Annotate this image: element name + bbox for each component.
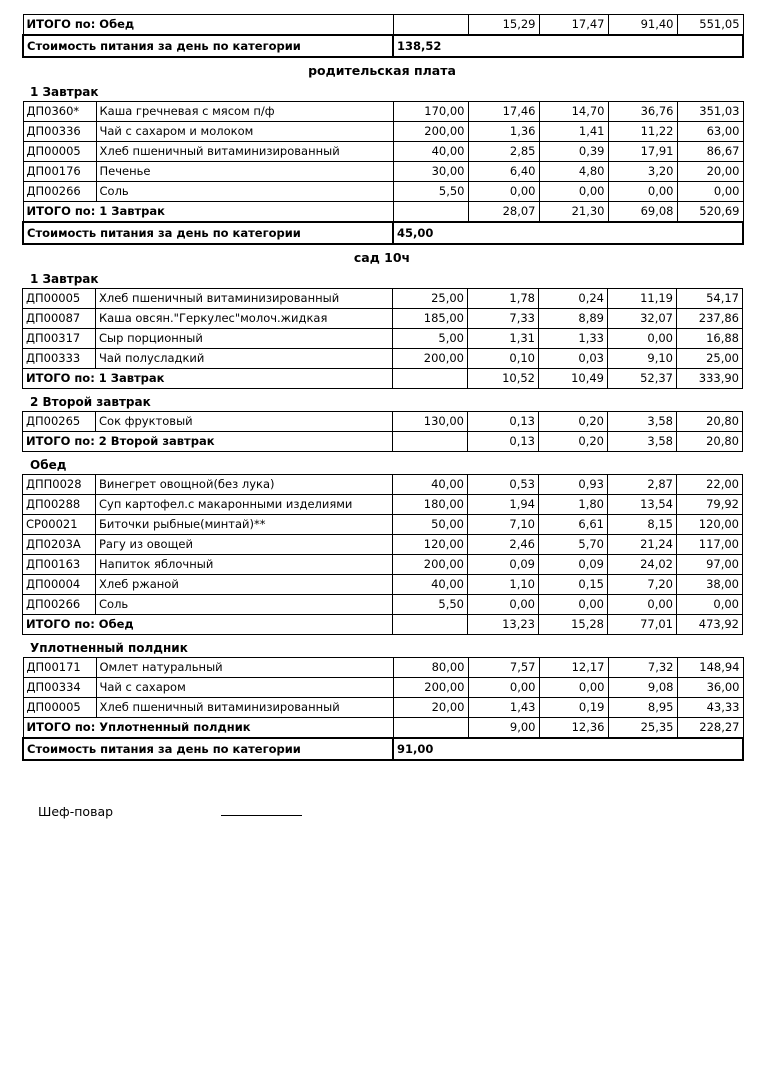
item-value: 20,00 (677, 162, 743, 182)
item-name: Чай с сахаром (96, 678, 393, 698)
total-value: 9,00 (468, 718, 539, 739)
item-value: 25,00 (677, 349, 743, 369)
item-name: Винегрет овощной(без лука) (96, 475, 393, 495)
item-code: ДП00288 (23, 495, 96, 515)
item-qty: 25,00 (393, 289, 468, 309)
item-code: ДП00171 (23, 658, 96, 678)
item-qty: 185,00 (393, 309, 468, 329)
item-qty: 40,00 (393, 475, 468, 495)
item-value: 7,10 (468, 515, 539, 535)
item-value: 0,10 (468, 349, 539, 369)
signature-block (38, 803, 758, 819)
item-name: Омлет натуральный (96, 658, 393, 678)
item-value: 4,80 (539, 162, 608, 182)
item-value: 0,00 (468, 595, 539, 615)
item-row (23, 658, 743, 678)
item-value: 6,61 (539, 515, 608, 535)
item-value: 86,67 (677, 142, 743, 162)
item-value: 8,95 (608, 698, 677, 718)
meal-heading: Обед (30, 458, 67, 472)
item-row (23, 678, 743, 698)
category-title: родительская плата (308, 63, 456, 78)
item-code: СР00021 (23, 515, 96, 535)
item-code: ДП00333 (23, 349, 96, 369)
total-empty-cell (393, 432, 468, 452)
total-value: 52,37 (608, 369, 677, 389)
item-value: 0,53 (468, 475, 539, 495)
meal-table (22, 101, 744, 245)
report-content (22, 14, 758, 761)
meal-table (22, 411, 743, 452)
item-code: ДП00266 (23, 595, 96, 615)
item-value: 120,00 (677, 515, 743, 535)
item-value: 148,94 (677, 658, 743, 678)
day-cost-label: Стоимость питания за день по категории (23, 35, 393, 57)
item-row (23, 122, 743, 142)
item-name: Каша гречневая с мясом п/ф (96, 102, 393, 122)
item-qty: 200,00 (393, 349, 468, 369)
item-row (23, 575, 743, 595)
item-value: 63,00 (677, 122, 743, 142)
item-value: 8,89 (539, 309, 608, 329)
item-qty: 40,00 (393, 575, 468, 595)
item-value: 79,92 (677, 495, 743, 515)
item-value: 1,80 (539, 495, 608, 515)
item-value: 0,93 (539, 475, 608, 495)
item-qty: 120,00 (393, 535, 468, 555)
item-value: 0,13 (468, 412, 539, 432)
item-value: 0,00 (608, 182, 677, 202)
item-value: 1,10 (468, 575, 539, 595)
item-value: 20,80 (677, 412, 743, 432)
item-row (23, 349, 743, 369)
signature-label: Шеф-повар (38, 804, 114, 819)
item-row (23, 309, 743, 329)
total-empty-cell (393, 202, 468, 223)
item-value: 237,86 (677, 309, 743, 329)
item-value: 97,00 (677, 555, 743, 575)
item-name: Чай полусладкий (96, 349, 393, 369)
item-value: 7,20 (608, 575, 677, 595)
total-value: 10,52 (468, 369, 539, 389)
item-value: 36,00 (677, 678, 743, 698)
total-value: 10,49 (539, 369, 608, 389)
item-value: 2,85 (468, 142, 539, 162)
item-row (23, 698, 743, 718)
item-code: ДП00265 (23, 412, 96, 432)
item-name: Биточки рыбные(минтай)** (96, 515, 393, 535)
item-name: Соль (96, 595, 393, 615)
item-value: 3,58 (608, 412, 677, 432)
total-row (23, 15, 743, 36)
item-name: Соль (96, 182, 393, 202)
total-value: 0,20 (539, 432, 608, 452)
item-qty: 130,00 (393, 412, 468, 432)
item-name: Суп картофел.с макаронными изделиями (96, 495, 393, 515)
item-value: 24,02 (608, 555, 677, 575)
item-name: Рагу из овощей (96, 535, 393, 555)
signature-line (221, 803, 302, 816)
item-value: 43,33 (677, 698, 743, 718)
item-value: 1,78 (468, 289, 539, 309)
meal-heading: 2 Второй завтрак (30, 395, 151, 409)
total-value: 12,36 (539, 718, 608, 739)
item-qty: 5,50 (393, 182, 468, 202)
item-name: Хлеб ржаной (96, 575, 393, 595)
meal-table (22, 14, 744, 58)
total-value: 77,01 (608, 615, 677, 635)
meal-table (22, 474, 743, 635)
item-code: ДП00336 (23, 122, 96, 142)
day-cost-value: 91,00 (393, 738, 743, 760)
day-cost-value: 138,52 (393, 35, 743, 57)
item-value: 2,87 (608, 475, 677, 495)
day-cost-row (23, 35, 743, 57)
item-value: 0,09 (539, 555, 608, 575)
total-value: 15,28 (539, 615, 608, 635)
total-value: 0,13 (468, 432, 539, 452)
item-value: 0,00 (608, 329, 677, 349)
meal-heading: 1 Завтрак (30, 272, 99, 286)
item-code: ДП00266 (23, 182, 96, 202)
total-empty-cell (393, 615, 468, 635)
item-value: 21,24 (608, 535, 677, 555)
item-value: 54,17 (677, 289, 743, 309)
item-name: Напиток яблочный (96, 555, 393, 575)
total-value: 25,35 (608, 718, 677, 739)
item-value: 36,76 (608, 102, 677, 122)
item-qty: 180,00 (393, 495, 468, 515)
total-label: ИТОГО по: Обед (23, 615, 393, 635)
total-label: ИТОГО по: Обед (23, 15, 393, 36)
item-qty: 30,00 (393, 162, 468, 182)
total-label: ИТОГО по: Уплотненный полдник (23, 718, 393, 739)
total-value: 20,80 (677, 432, 743, 452)
total-row (23, 369, 743, 389)
day-cost-label: Стоимость питания за день по категории (23, 222, 393, 244)
item-value: 0,39 (539, 142, 608, 162)
total-empty-cell (393, 369, 468, 389)
item-value: 0,00 (539, 678, 608, 698)
item-value: 2,46 (468, 535, 539, 555)
item-value: 1,33 (539, 329, 608, 349)
total-row (23, 718, 743, 739)
total-value: 28,07 (468, 202, 539, 223)
total-value: 69,08 (608, 202, 677, 223)
item-code: ДП00005 (23, 289, 96, 309)
item-qty: 200,00 (393, 122, 468, 142)
item-value: 1,31 (468, 329, 539, 349)
item-name: Каша овсян."Геркулес"молоч.жидкая (96, 309, 393, 329)
total-value: 13,23 (468, 615, 539, 635)
item-qty: 40,00 (393, 142, 468, 162)
item-value: 13,54 (608, 495, 677, 515)
item-name: Чай с сахаром и молоком (96, 122, 393, 142)
item-value: 5,70 (539, 535, 608, 555)
total-value: 3,58 (608, 432, 677, 452)
item-value: 11,22 (608, 122, 677, 142)
item-code: ДП00317 (23, 329, 96, 349)
item-qty: 200,00 (393, 555, 468, 575)
item-value: 1,94 (468, 495, 539, 515)
item-value: 0,00 (608, 595, 677, 615)
total-empty-cell (393, 718, 468, 739)
item-value: 0,00 (677, 182, 743, 202)
item-code: ДП00004 (23, 575, 96, 595)
total-row (23, 432, 743, 452)
item-code: ДП0203А (23, 535, 96, 555)
item-row (23, 142, 743, 162)
item-value: 6,40 (468, 162, 539, 182)
item-value: 3,20 (608, 162, 677, 182)
item-value: 8,15 (608, 515, 677, 535)
total-value: 333,90 (677, 369, 743, 389)
item-row (23, 329, 743, 349)
item-value: 0,00 (539, 182, 608, 202)
item-row (23, 102, 743, 122)
item-qty: 200,00 (393, 678, 468, 698)
item-row (23, 412, 743, 432)
item-name: Сыр порционный (96, 329, 393, 349)
item-row (23, 495, 743, 515)
item-value: 1,36 (468, 122, 539, 142)
item-row (23, 555, 743, 575)
category-title: сад 10ч (353, 250, 411, 265)
item-qty: 5,50 (393, 595, 468, 615)
item-code: ДП0360* (23, 102, 96, 122)
item-value: 32,07 (608, 309, 677, 329)
total-value: 17,47 (539, 15, 608, 36)
item-name: Сок фруктовый (96, 412, 393, 432)
day-cost-value: 45,00 (393, 222, 743, 244)
item-value: 7,32 (608, 658, 677, 678)
item-value: 0,00 (468, 182, 539, 202)
item-value: 0,03 (539, 349, 608, 369)
item-value: 17,91 (608, 142, 677, 162)
item-code: ДП00087 (23, 309, 96, 329)
item-value: 0,09 (468, 555, 539, 575)
item-row (23, 475, 743, 495)
item-name: Печенье (96, 162, 393, 182)
item-value: 9,08 (608, 678, 677, 698)
item-value: 0,15 (539, 575, 608, 595)
item-code: ДП00005 (23, 698, 96, 718)
day-cost-label: Стоимость питания за день по категории (23, 738, 393, 760)
item-code: ДП00005 (23, 142, 96, 162)
item-value: 11,19 (608, 289, 677, 309)
meal-heading: 1 Завтрак (30, 85, 99, 99)
total-value: 551,05 (677, 15, 743, 36)
item-row (23, 162, 743, 182)
total-label: ИТОГО по: 1 Завтрак (23, 202, 393, 223)
total-value: 15,29 (468, 15, 539, 36)
item-value: 0,00 (539, 595, 608, 615)
item-row (23, 289, 743, 309)
item-code: ДП00163 (23, 555, 96, 575)
total-label: ИТОГО по: 1 Завтрак (23, 369, 393, 389)
item-value: 1,41 (539, 122, 608, 142)
total-value: 473,92 (677, 615, 743, 635)
total-value: 91,40 (608, 15, 677, 36)
item-code: ДП00334 (23, 678, 96, 698)
item-value: 38,00 (677, 575, 743, 595)
item-code: ДПП0028 (23, 475, 96, 495)
item-value: 0,00 (677, 595, 743, 615)
day-cost-row (23, 222, 743, 244)
item-name: Хлеб пшеничный витаминизированный (96, 142, 393, 162)
item-value: 7,57 (468, 658, 539, 678)
item-value: 16,88 (677, 329, 743, 349)
item-code: ДП00176 (23, 162, 96, 182)
item-row (23, 182, 743, 202)
day-cost-row (23, 738, 743, 760)
item-value: 0,19 (539, 698, 608, 718)
total-row (23, 615, 743, 635)
item-row (23, 595, 743, 615)
total-value: 21,30 (539, 202, 608, 223)
meal-heading: Уплотненный полдник (30, 641, 188, 655)
item-qty: 170,00 (393, 102, 468, 122)
item-row (23, 535, 743, 555)
item-value: 17,46 (468, 102, 539, 122)
item-row (23, 515, 743, 535)
total-empty-cell (393, 15, 468, 36)
item-value: 0,24 (539, 289, 608, 309)
item-value: 117,00 (677, 535, 743, 555)
total-row (23, 202, 743, 223)
item-name: Хлеб пшеничный витаминизированный (96, 289, 393, 309)
item-qty: 5,00 (393, 329, 468, 349)
item-value: 351,03 (677, 102, 743, 122)
item-name: Хлеб пшеничный витаминизированный (96, 698, 393, 718)
item-value: 0,20 (539, 412, 608, 432)
item-value: 1,43 (468, 698, 539, 718)
meal-table (22, 288, 743, 389)
item-qty: 20,00 (393, 698, 468, 718)
item-value: 7,33 (468, 309, 539, 329)
item-value: 12,17 (539, 658, 608, 678)
item-value: 0,00 (468, 678, 539, 698)
item-value: 22,00 (677, 475, 743, 495)
total-value: 520,69 (677, 202, 743, 223)
meal-table (22, 657, 744, 761)
item-value: 14,70 (539, 102, 608, 122)
total-label: ИТОГО по: 2 Второй завтрак (23, 432, 393, 452)
item-qty: 50,00 (393, 515, 468, 535)
item-qty: 80,00 (393, 658, 468, 678)
total-value: 228,27 (677, 718, 743, 739)
item-value: 9,10 (608, 349, 677, 369)
